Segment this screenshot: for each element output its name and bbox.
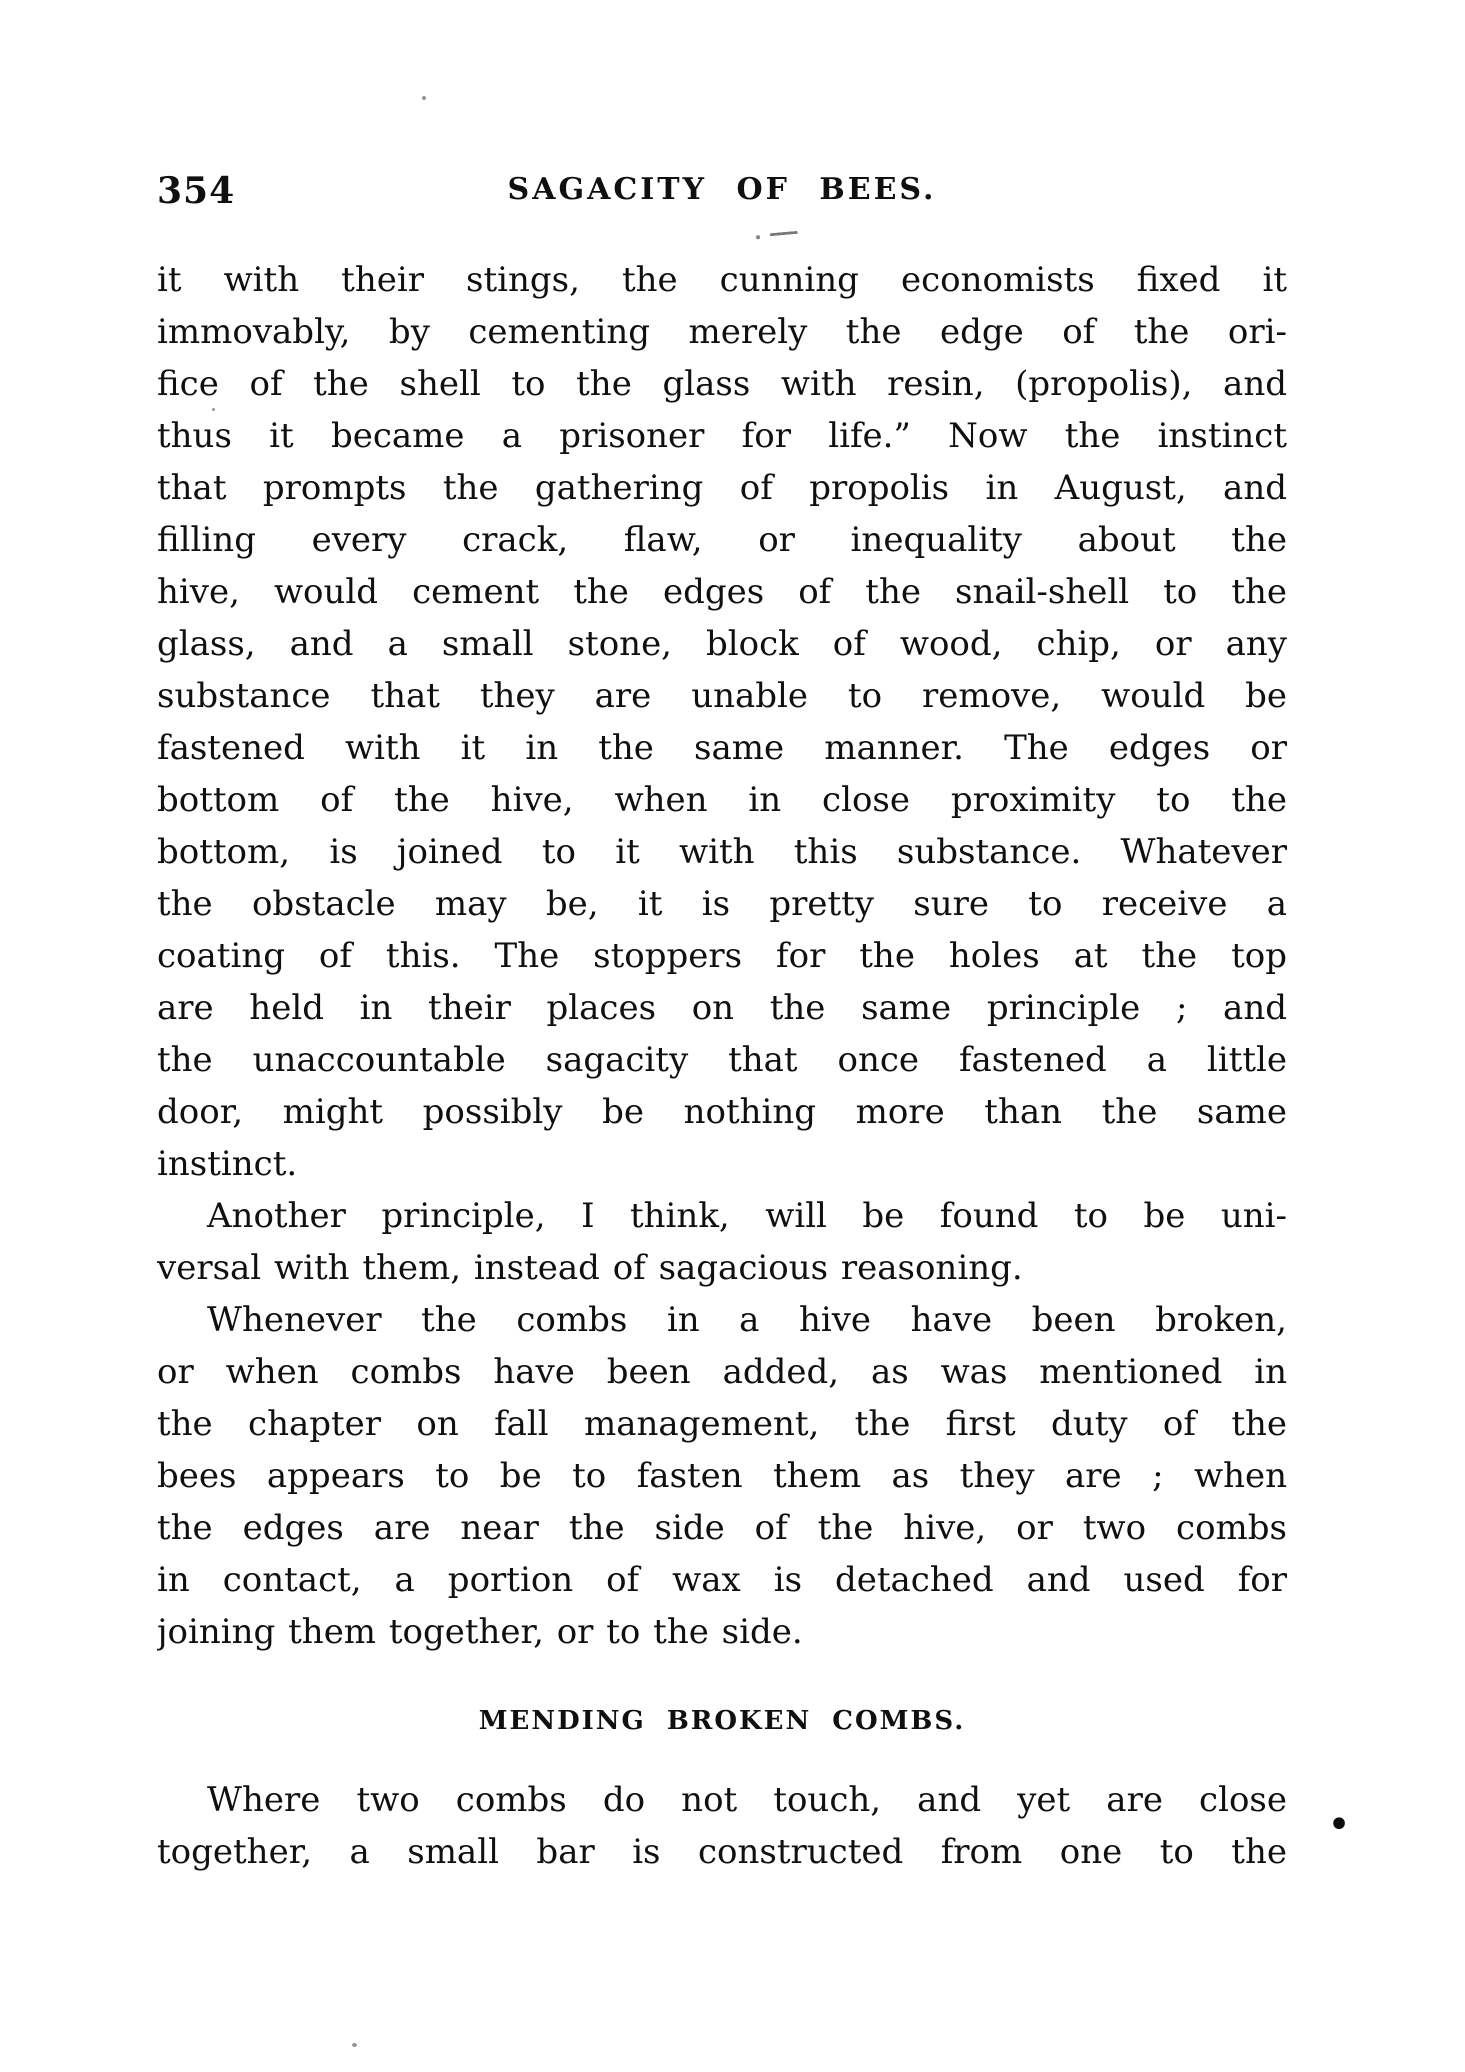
text-line: bottom of the hive, when in close proximity to the [157, 780, 1287, 820]
text-line: Whenever the combs in a hive have been broken, [207, 1300, 1287, 1340]
text-line: it with their stings, the cunning economists fixed it [157, 260, 1287, 300]
paragraph [157, 254, 1287, 1190]
text-line: the chapter on fall management, the first duty of the [157, 1404, 1287, 1444]
text-line: the edges are near the side of the hive, or two combs [157, 1508, 1287, 1548]
text-line: door, might possibly be nothing more than the same [157, 1092, 1287, 1132]
text-line: bottom, is joined to it with this substance. Whatever [157, 832, 1287, 872]
text-line: the unaccountable sagacity that once fastened a little [157, 1040, 1287, 1080]
page-header [157, 168, 1287, 212]
scan-speck [422, 96, 426, 100]
text-line: or when combs have been added, as was mentioned in [157, 1352, 1287, 1392]
text-line: that prompts the gathering of propolis in August, and [157, 468, 1287, 508]
text-line: together, a small bar is constructed from one to the [157, 1832, 1287, 1872]
text-line: immovably, by cementing merely the edge of the ori- [157, 312, 1287, 352]
text-line: joining them together, or to the side. [157, 1612, 803, 1652]
printers-mark-dot: • [1327, 1802, 1351, 1848]
scan-artifact [770, 231, 799, 240]
text-line: instinct. [157, 1144, 298, 1184]
text-line: Where two combs do not touch, and yet are close [207, 1780, 1287, 1820]
text-line: hive, would cement the edges of the snail-shell to the [157, 572, 1287, 612]
text-line: fice of the shell to the glass with resin, (propolis), and [157, 364, 1287, 404]
text-line: in contact, a portion of wax is detached and used for [157, 1560, 1287, 1600]
text-line: are held in their places on the same principle ; and [157, 988, 1287, 1028]
text-line: coating of this. The stoppers for the holes at the top [157, 936, 1287, 976]
text-line: bees appears to be to fasten them as they are ; when [157, 1456, 1287, 1496]
running-title: SAGACITY OF BEES. [507, 172, 937, 207]
paragraph [157, 1294, 1287, 1658]
page-number: 354 [157, 170, 236, 212]
text-line: the obstacle may be, it is pretty sure to receive a [157, 884, 1287, 924]
text-line: filling every crack, flaw, or inequality about the [157, 520, 1287, 560]
paragraph [157, 1190, 1287, 1294]
text-line: substance that they are unable to remove, would be [157, 676, 1287, 716]
paragraph [157, 1774, 1287, 1878]
text-line: versal with them, instead of sagacious reasoning. [157, 1248, 1023, 1288]
scan-speck [212, 408, 215, 411]
text-line: thus it became a prisoner for life.” Now the instinct [157, 416, 1287, 456]
text-line: fastened with it in the same manner. The edges or [157, 728, 1287, 768]
scan-speck [352, 2043, 357, 2047]
text-line: glass, and a small stone, block of wood, chip, or any [157, 624, 1287, 664]
text-block [157, 254, 1287, 1878]
section-heading: MENDING BROKEN COMBS. [478, 1706, 966, 1736]
text-line: Another principle, I think, will be found to be uni- [207, 1196, 1287, 1236]
